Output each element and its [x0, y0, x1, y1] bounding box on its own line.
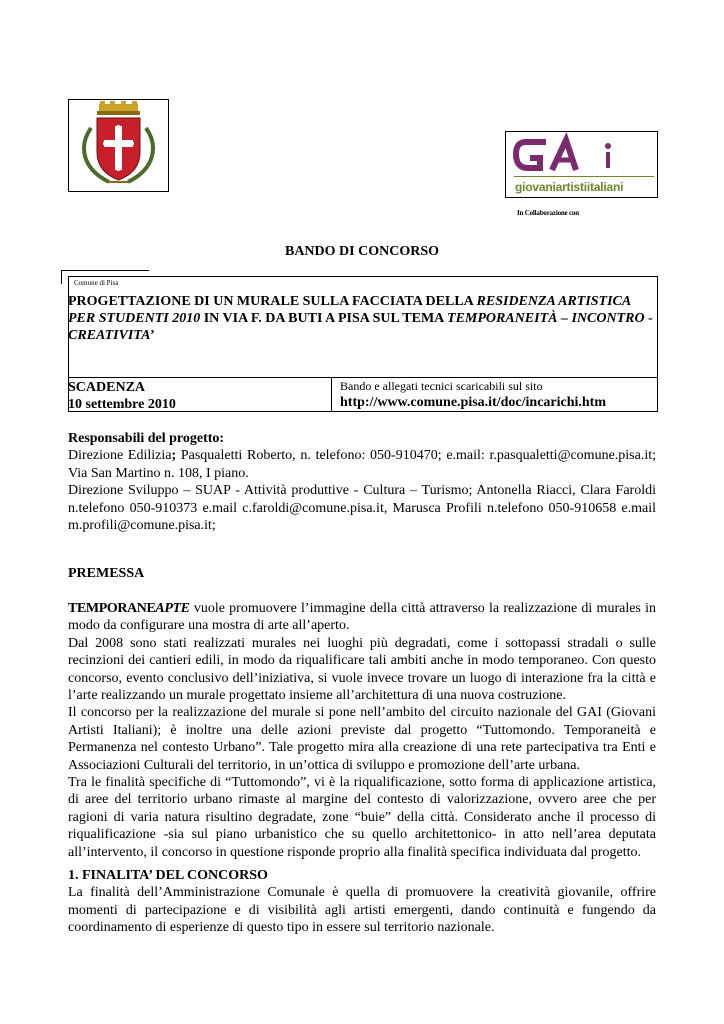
- project-title-part-2: RESIDENZA ARTISTICA PER STUDENTI 2010: [68, 294, 631, 326]
- download-link[interactable]: http://www.comune.pisa.it/doc/incarichi.htm: [340, 395, 607, 410]
- responsabili-direzione-edilizia: Direzione Edilizia: [68, 448, 172, 464]
- download-note: Bando e allegati tecnici scaricabili sul sito: [340, 379, 543, 393]
- finalita-paragraph-1: La finalità dell’Amministrazione Comunale è quella di promuovere la creatività giovanile, offrire momenti di partecipazione e di visibilità agli artisti emergenti, dando continuità e fungendo da coordinamento di esperienze di questo tipo in essere sul territorio nazionale.: [68, 885, 656, 936]
- responsabili-contact-1: Pasqualetti Roberto, n. telefono: 050-910470; e.mail: r.pasqualetti@comune.pisa.it; Via San Martino n. 108, I piano.: [68, 448, 657, 481]
- frame-corner-mark-top: [61, 270, 149, 271]
- finalita-section: [68, 867, 656, 937]
- premessa-paragraph-1: [68, 600, 656, 635]
- premessa-paragraph-2: Dal 2008 sono stati realizzati murales nei luoghi più degradati, come i sottopassi stradali o sulle recinzioni dei cantieri edili, in modo da riqualificare tali ambiti anche in modo temporaneo. Con questo concorso, evento conclusivo dell’iniziativa, si vuole invece trovare un luogo di interazione fra la città e l’arte realizzando un murale progettato insieme all’architettura di una nuova costruzione.: [68, 635, 656, 704]
- temporanea-word: TEMPORANE: [68, 601, 156, 616]
- project-title-part-3: IN VIA F. DA BUTI A PISA SUL TEMA: [200, 311, 448, 326]
- frame-vertical-divider: [331, 377, 332, 412]
- responsabili-line-2: Direzione Sviluppo – SUAP - Attività produttive - Cultura – Turismo; Antonella Riacci, Clara Faroldi n.telefono 050-910373 e.mail c.faroldi@comune.pisa.it, Marusca Profili n.telefono 050-910658 e.mail m.profili@comune.pisa.it;: [68, 483, 656, 534]
- premessa-section: [68, 600, 656, 861]
- frame-divider: [68, 377, 658, 378]
- gai-logo-frame: [505, 131, 658, 198]
- premessa-paragraph-4: Tra le finalità specifiche di “Tuttomondo”, vi è la riqualificazione, sotto forma di applicazione artistica, di aree del territorio urbano rimaste al margine del contesto di valorizzazione, ovvero aree che per ragioni di varia natura risultino degradate, zone “buie” della città. Considerato anche il processo di riqualificazione -sia sul piano urbanistico che su quello architettonico- in atto nell’area deputata all’intervento, il concorso in questione risponde proprio alla finalità specifica individuata dal progetto.: [68, 775, 656, 860]
- premessa-heading: [68, 565, 656, 582]
- collaboration-note: In Collaborazione con: [517, 209, 579, 217]
- premessa-p1-text: vuole promuovere l’immagine della città attraverso la realizzazione di murales in modo da configurare una mostra di arte all’aperto.: [68, 601, 656, 634]
- responsabili-heading: Responsabili del progetto:: [68, 431, 225, 446]
- responsabili-section: [68, 430, 656, 534]
- deadline-label: SCADENZA: [68, 380, 146, 395]
- gai-logo-rule: [514, 176, 654, 177]
- deadline-block: [68, 379, 176, 413]
- deadline-date: 10 settembre 2010: [68, 397, 176, 412]
- responsabili-semicolon: ;: [171, 448, 177, 464]
- gai-logo-text: giovaniartistiitaliani: [515, 180, 624, 194]
- pisa-coat-of-arms-icon: [69, 100, 168, 191]
- project-title-part-4: TEMPORANEITÀ – INCONTRO - CREATIVITA’: [68, 311, 653, 343]
- pisa-coat-of-arms-frame: [68, 99, 169, 192]
- finalita-heading: 1. FINALITA’ DEL CONCORSO: [68, 868, 268, 883]
- premessa-paragraph-3: Il concorso per la realizzazione del murale si pone nell’ambito del circuito nazionale del GAI (Giovani Artisti Italiani); è inoltre una delle azioni previste dal progetto “Tuttomondo. Temporaneità e Permanenza nel contesto Urbano”. Tale progetto mira alla creazione di una rete partecipativa tra Enti e Associazioni Culturali del territorio, in un’ottica di sviluppo e promozione dell’arte urbana.: [68, 705, 656, 773]
- project-title-part-1: PROGETTAZIONE DI UN MURALE SULLA FACCIATA DELLA: [68, 294, 477, 309]
- document-title: BANDO DI CONCORSO: [284, 244, 439, 259]
- apte-word: APTE: [155, 601, 190, 616]
- frame-corner-mark: [61, 270, 62, 284]
- pisa-caption: Comune di Pisa: [74, 279, 119, 285]
- responsabili-line-1: [68, 447, 656, 482]
- project-title: [68, 293, 653, 344]
- premessa-heading-text: PREMESSA: [68, 566, 145, 581]
